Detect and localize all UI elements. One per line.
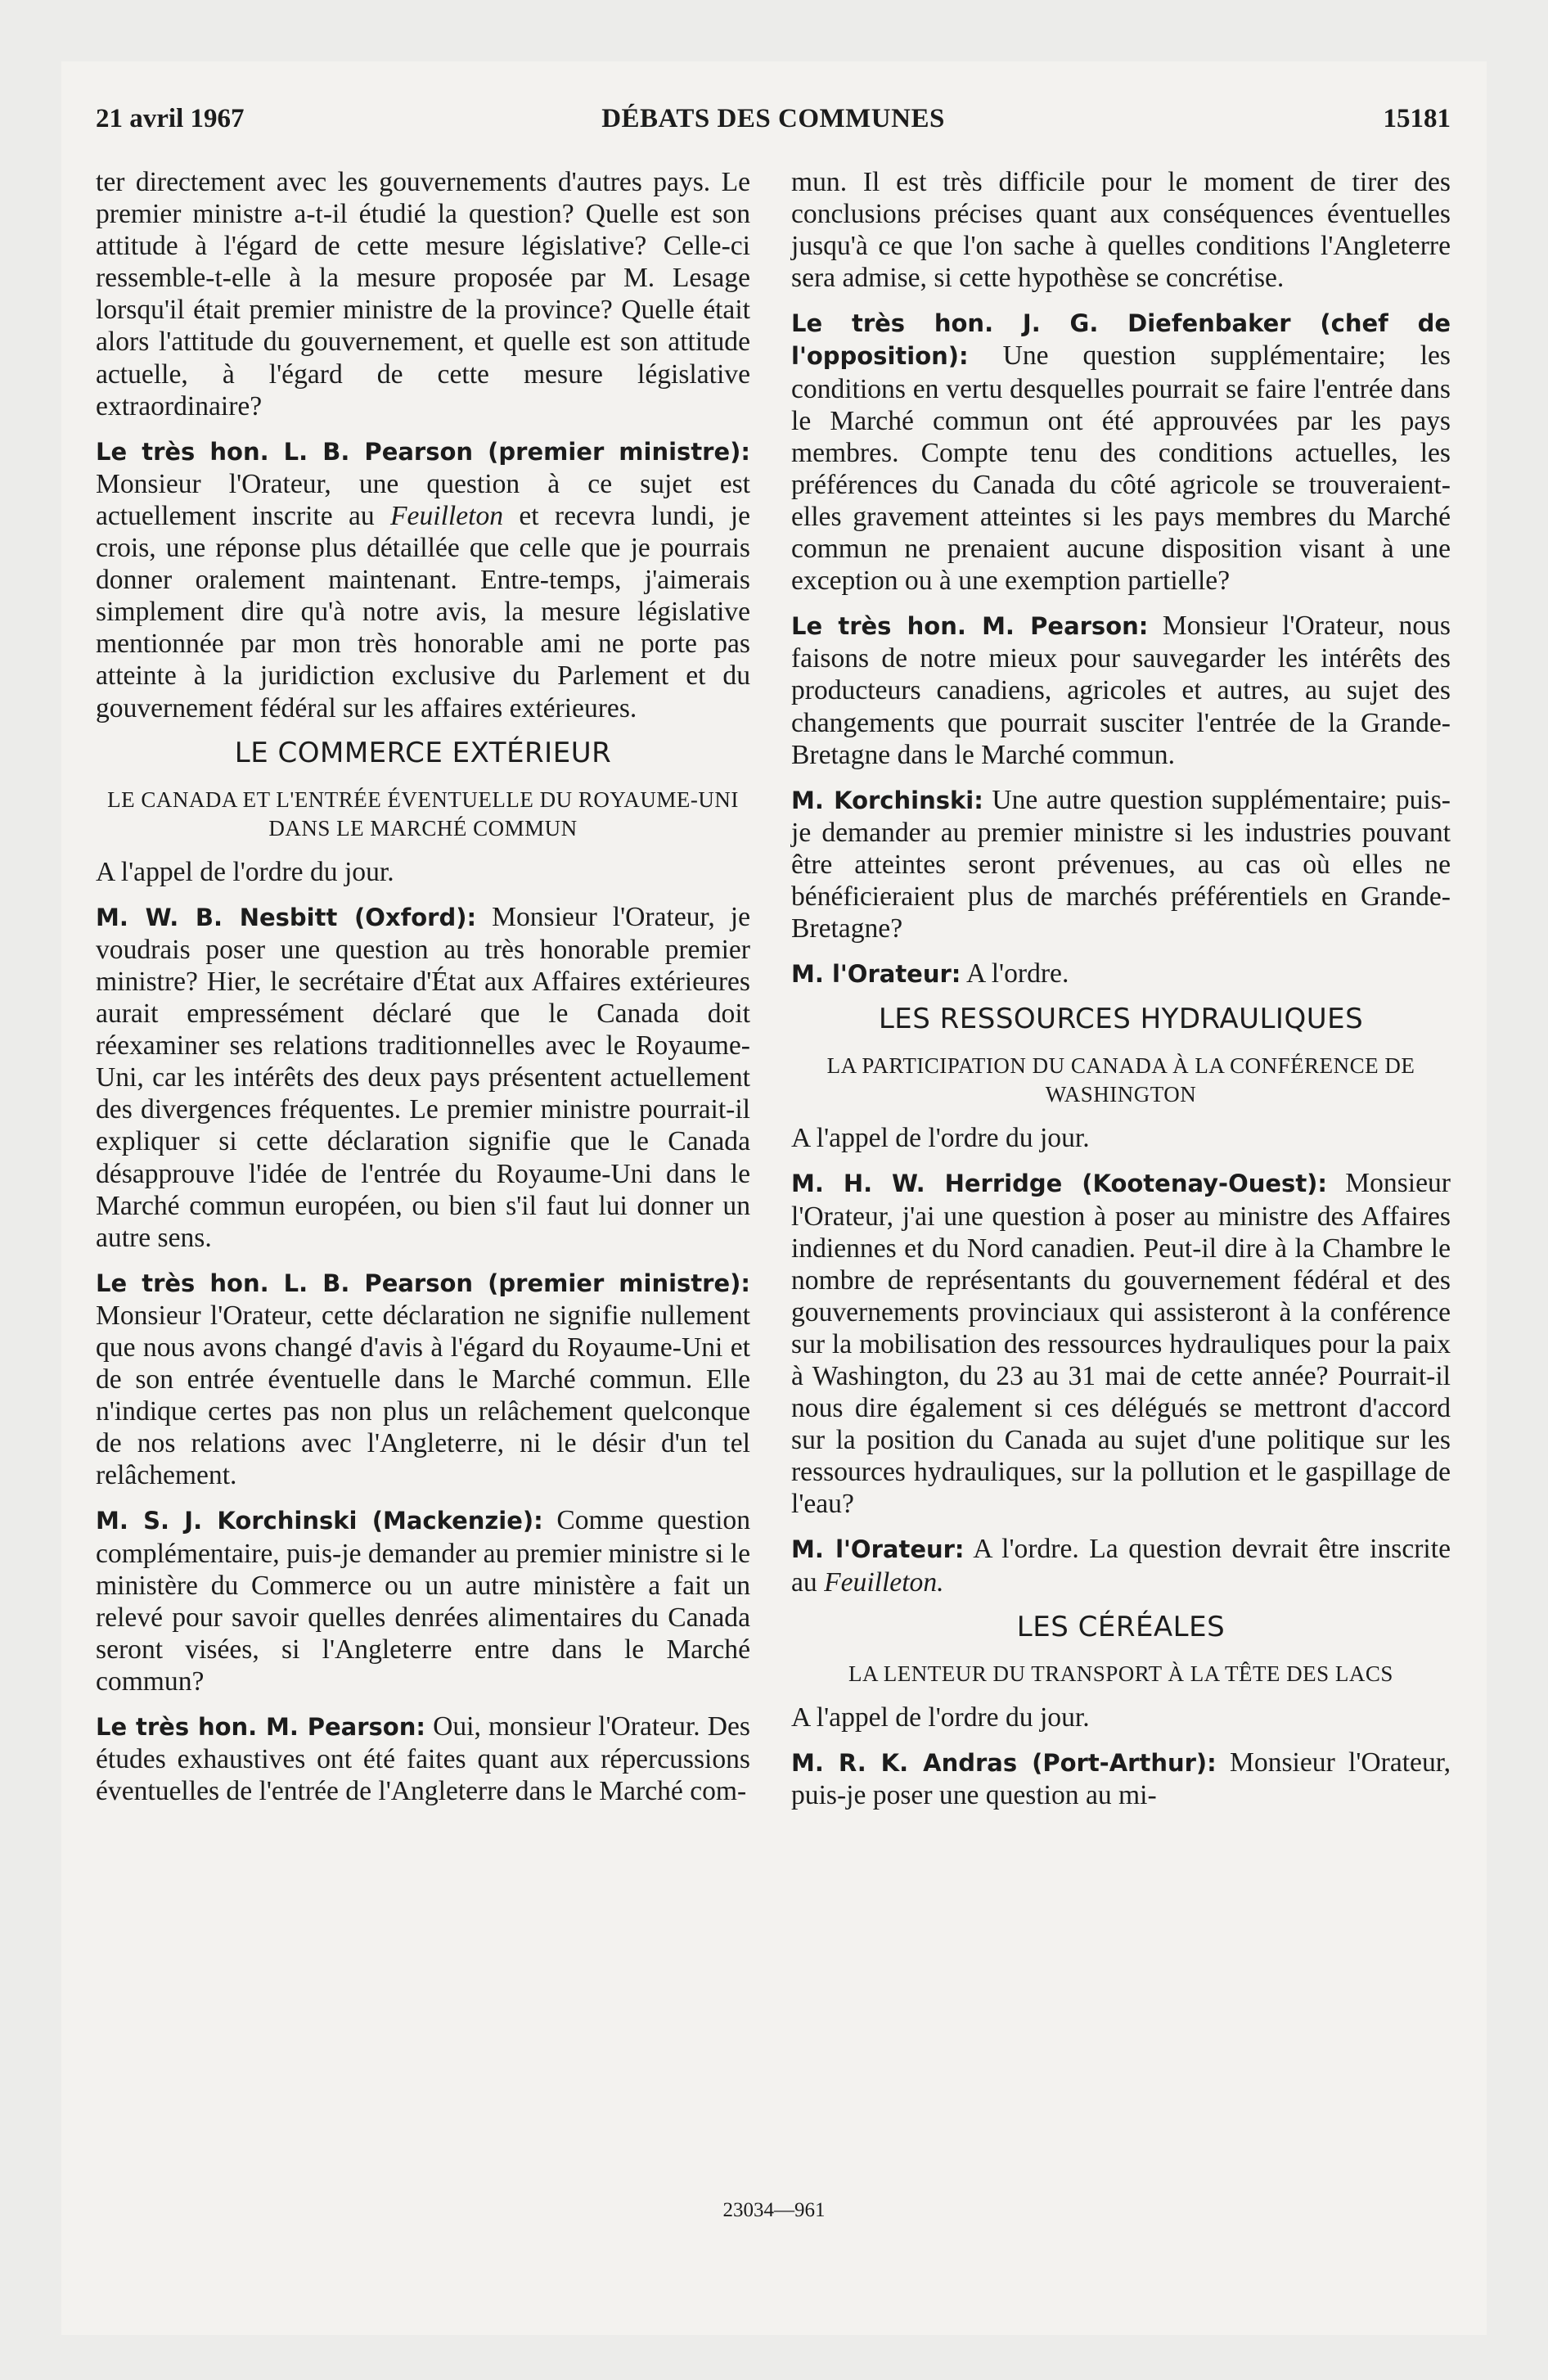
paragraph: [791, 307, 1451, 597]
speaker-name: M. l'Orateur:: [791, 1535, 965, 1564]
paragraph: [96, 1504, 750, 1697]
speaker-name: Le très hon. L. B. Pearson (premier ministre):: [96, 437, 750, 466]
section-heading: LES CÉRÉALES: [1016, 1610, 1226, 1643]
speech-text: A l'ordre.: [965, 958, 1069, 989]
right-column: [791, 166, 1451, 1824]
order-of-day: A l'appel de l'ordre du jour.: [791, 1123, 1090, 1154]
speech-text: Une question supplémentaire; les conditions en vertu desquelles pourrait se faire l'entrée dans le Marché commun ont été approuvées par les pays membres. Compte tenu des conditions actuelles, les préférences du Canada du côté agricole se trouveraient-elles gravement atteintes si les pays membres du Marché commun ne prenaient aucune disposition visant à une exception ou à une exemption partielle?: [791, 340, 1451, 597]
paragraph: [96, 1267, 750, 1492]
header-page-number: 15181: [1383, 104, 1451, 133]
section-heading: LES RESSOURCES HYDRAULIQUES: [878, 1003, 1364, 1036]
speech-text: Monsieur l'Orateur, j'ai une question à poser au ministre des Affaires indiennes et du Nord canadien. Peut-il dire à la Chambre le nombre de représentants du gouvernement fédéral et des gouvernements provinciaux qui assisteront à la conférence sur la mobilisation des ressources hydrauliques pour la paix à Washington, du 23 au 31 mai de cette année? Pourrait-il nous dire également si ces délégués se mettront d'accord sur la position du Canada au sujet d'une politique sur les ressources hydrauliques, sur la pollution et le gaspillage de l'eau?: [791, 1168, 1451, 1520]
page-footer-code: 23034—961: [722, 2199, 826, 2221]
document-page: [61, 61, 1487, 2335]
italic-text: Feuilleton.: [824, 1566, 944, 1598]
speech-text: Monsieur l'Orateur, cette déclaration ne signifie nullement que nous avons changé d'avis à l'égard du Royaume-Uni et de son entrée éventuelle dans le Marché commun. Elle n'indique certes pas non plus un relâchement quelconque de nos relations avec l'Angleterre, ni le désir d'un tel relâchement.: [96, 1300, 750, 1491]
paragraph: [791, 784, 1451, 944]
speech-text: Oui, monsieur l'Orateur. Des études exhaustives ont été faites quant aux répercussions éventuelles de l'entrée de l'Angleterre dans le Marché com-: [96, 1711, 750, 1807]
speaker-name: Le très hon. M. Pearson:: [96, 1713, 425, 1742]
section-subheading: LA PARTICIPATION DU CANADA À LA CONFÉRENCE DE WASHINGTON: [826, 1053, 1415, 1107]
paragraph: [791, 1747, 1451, 1811]
order-of-day: A l'appel de l'ordre du jour.: [96, 856, 394, 887]
paragraph: [96, 1711, 750, 1807]
page-header: [96, 104, 1451, 150]
speech-text: A l'ordre. La question devrait être inscrite au: [791, 1534, 1451, 1598]
section-subheading: LA LENTEUR DU TRANSPORT À LA TÊTE DES LACS: [848, 1661, 1393, 1686]
speech-text: Monsieur l'Orateur, une question à ce sujet est actuellement inscrite au: [96, 468, 750, 531]
speaker-name: M. S. J. Korchinski (Mackenzie):: [96, 1507, 543, 1535]
italic-text: Feuilleton: [390, 500, 504, 531]
speaker-name: M. R. K. Andras (Port-Arthur):: [791, 1748, 1217, 1777]
speaker-name: Le très hon. J. G. Diefenbaker (chef de l'opposition):: [791, 309, 1451, 371]
speech-text: Monsieur l'Orateur, je voudrais poser une question au très honorable premier ministre? Hier, le secrétaire d'État aux Affaires extérieures aurait empressément déclaré que le Canada doit réexaminer ses relations traditionnelles avec le Royaume-Uni, car les intérêts des deux pays présentent actuellement des divergences fréquentes. Le premier ministre pourrait-il expliquer si cette déclaration signifie que le Canada désapprouve l'idée de l'entrée du Royaume-Uni dans le Marché commun européen, ou bien s'il faut lui donner un autre sens.: [96, 901, 750, 1253]
speech-text: Une autre question supplémentaire; puis-je demander au premier ministre si les industries pouvant être atteintes seront prévenues, au cas où elles ne bénéficieraient plus de marchés préférentiels en Grande-Bretagne?: [791, 784, 1451, 944]
paragraph: [96, 435, 750, 724]
speech-text: Comme question complémentaire, puis-je demander au premier ministre si le ministère du Commerce ou un autre ministère a fait un relevé pour savoir quelles denrées alimentaires du Canada seront visées, si l'Angleterre entre dans le Marché commun?: [96, 1505, 750, 1697]
speech-text: et recevra lundi, je crois, une réponse plus détaillée que celle que je pourrais donner oralement maintenant. Entre-temps, j'aimerais simplement dire qu'à notre avis, la mesure législative mentionnée par mon très honorable ami ne porte pas atteinte à la juridiction exclusive du Parlement et du gouvernement fédéral sur les affaires extérieures.: [96, 500, 750, 723]
speaker-name: Le très hon. L. B. Pearson (premier ministre):: [96, 1269, 750, 1297]
paragraph: [96, 901, 750, 1254]
section-subheading: LE CANADA ET L'ENTRÉE ÉVENTUELLE DU ROYAUME-UNI DANS LE MARCHÉ COMMUN: [107, 787, 739, 841]
paragraph: ter directement avec les gouvernements d'autres pays. Le premier ministre a-t-il étudié la question? Quelle est son attitude à l'égard de cette mesure législative? Celle-ci ressemble-t-elle à la mesure proposée par M. Lesage lorsqu'il était premier ministre de la province? Quelle était alors l'attitude du gouvernement, et quelle est son attitude actuelle, à l'égard de cette mesure législative extraordinaire?: [96, 167, 750, 421]
speaker-name: M. Korchinski:: [791, 786, 983, 814]
header-date: 21 avril 1967: [96, 104, 245, 133]
left-column: [96, 166, 750, 1820]
speaker-name: Le très hon. M. Pearson:: [791, 612, 1149, 641]
paragraph: [791, 610, 1451, 770]
header-title: DÉBATS DES COMMUNES: [601, 104, 945, 133]
speech-text: Monsieur l'Orateur, puis-je poser une question au mi-: [791, 1747, 1451, 1810]
paragraph: mun. Il est très difficile pour le moment de tirer des conclusions précises quant aux conséquences éventuelles jusqu'à ce que l'on sache à quelles conditions l'Angleterre sera admise, si cette hypothèse se concrétise.: [791, 167, 1451, 294]
speech-text: Monsieur l'Orateur, nous faisons de notre mieux pour sauvegarder les intérêts des producteurs canadiens, agricoles et autres, au sujet des changements que pourrait susciter l'entrée de la Grande-Bretagne dans le Marché commun.: [791, 611, 1451, 770]
paragraph: [791, 1167, 1451, 1520]
paragraph: [791, 1533, 1451, 1598]
speaker-name: M. W. B. Nesbitt (Oxford):: [96, 903, 477, 931]
paragraph: [791, 958, 1451, 990]
speaker-name: M. H. W. Herridge (Kootenay-Ouest):: [791, 1170, 1328, 1198]
speaker-name: M. l'Orateur:: [791, 960, 961, 989]
section-heading: LE COMMERCE EXTÉRIEUR: [234, 736, 612, 769]
order-of-day: A l'appel de l'ordre du jour.: [791, 1702, 1090, 1733]
